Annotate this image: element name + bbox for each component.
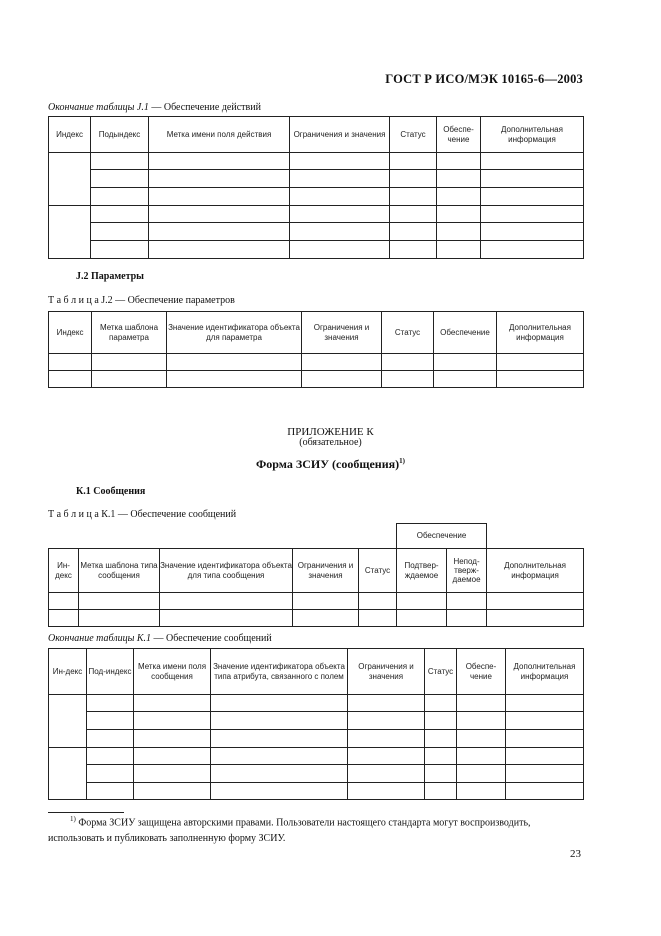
column-header: Значение идентификатора объекта для типа сообщения xyxy=(160,549,293,593)
column-header: Ин-декс xyxy=(49,649,87,695)
page-number: 23 xyxy=(570,848,581,860)
form-title: Форма ЗСИУ (сообщения)$^{1)}$ xyxy=(256,457,405,471)
table-j2-caption: Т а б л и ц а J.2 — Обеспечение параметров xyxy=(48,295,235,306)
column-header: Дополнительная информация xyxy=(506,649,584,695)
document-header: ГОСТ Р ИСО/МЭК 10165-6—2003 xyxy=(385,72,583,86)
column-header: Индекс xyxy=(49,312,92,354)
column-header: Статус xyxy=(359,549,397,593)
column-header: Значение идентификатора объекта типа атрибута, связанного с полем xyxy=(211,649,348,695)
column-header: Обеспе-чение xyxy=(457,649,506,695)
table-k1-end-caption: Окончание таблицы К.1 — Обеспечение сообщений xyxy=(48,633,272,644)
column-header: Дополнительная информация xyxy=(497,312,584,354)
column-header: Обеспечение xyxy=(434,312,497,354)
footnote: $^{1)}$ Форма ЗСИУ защищена авторскими правами. Пользователи настоящего стандарта могут воспроизводить, использовать и публиковать заполненную форму ЗСИУ. xyxy=(48,815,531,844)
column-header: Ограничения и значения xyxy=(302,312,382,354)
column-header: Дополнительная информация xyxy=(481,117,584,153)
section-title-j2: J.2 Параметры xyxy=(76,271,144,282)
column-header: Ограничения и значения xyxy=(290,117,390,153)
table-k1 xyxy=(48,523,584,627)
column-header: Статус xyxy=(425,649,457,695)
table-j2 xyxy=(48,311,584,388)
column-header: Ограничения и значения xyxy=(293,549,359,593)
column-header: Непод-тверж-даемое xyxy=(447,549,487,593)
table-k1-caption: Т а б л и ц а К.1 — Обеспечение сообщений xyxy=(48,509,237,520)
group-header: Обеспечение xyxy=(397,524,487,549)
column-header: Подындекс xyxy=(91,117,149,153)
column-header: Статус xyxy=(390,117,437,153)
section-title-k1: К.1 Сообщения xyxy=(76,486,146,497)
column-header: Метка имени поля действия xyxy=(149,117,290,153)
column-header: Значение идентификатора объекта для параметра xyxy=(167,312,302,354)
column-header: Метка шаблона типа сообщения xyxy=(79,549,160,593)
appendix-subtitle: (обязательное) xyxy=(299,437,362,448)
footnote-divider xyxy=(48,812,124,813)
column-header: Индекс xyxy=(49,117,91,153)
column-header: Под-индекс xyxy=(87,649,134,695)
column-header: Ограничения и значения xyxy=(348,649,425,695)
column-header: Подтвер-ждаемое xyxy=(397,549,447,593)
column-header: Метка шаблона параметра xyxy=(92,312,167,354)
column-header: Дополнительная информация xyxy=(487,549,584,593)
table-j1 xyxy=(48,116,584,259)
column-header: Статус xyxy=(382,312,434,354)
column-header: Метка имени поля сообщения xyxy=(134,649,211,695)
table-k1-end xyxy=(48,648,584,800)
column-header: Ин-декс xyxy=(49,549,79,593)
table-j1-caption: Окончание таблицы J.1 — Обеспечение действий xyxy=(48,102,261,113)
column-header: Обеспе-чение xyxy=(437,117,481,153)
appendix-title: ПРИЛОЖЕНИЕ К xyxy=(287,426,374,438)
